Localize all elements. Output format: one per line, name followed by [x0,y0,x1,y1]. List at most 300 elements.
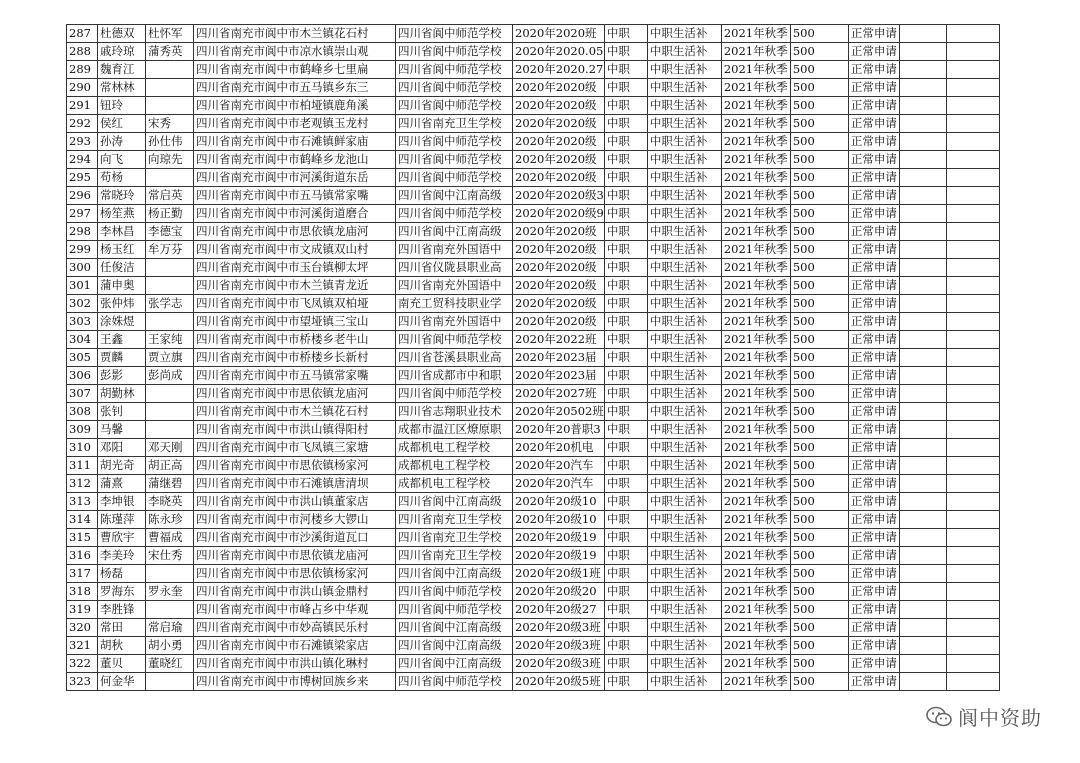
table-row [67,331,1000,349]
education-level-cell: 中职 [604,493,647,511]
home-address-cell: 四川省南充市阆中市思依镇龙庙河 [194,223,396,241]
term-cell: 2021年秋季 [721,421,790,439]
guardian-name-cell: 罗永奎 [146,583,194,601]
school-name-cell: 四川省阆中师范学校 [396,205,513,223]
grade-class-cell: 2020年2020级 [513,79,605,97]
grade-class-cell: 2020年2020级 [513,313,605,331]
home-address-cell: 四川省南充市阆中市鹤峰乡龙池山 [194,151,396,169]
application-status-cell: 正常申请 [848,457,899,475]
application-status-cell: 正常申请 [848,25,899,43]
school-name-cell: 四川省阆中江南高级 [396,655,513,673]
table-row [67,367,1000,385]
guardian-name-cell: 宋秀 [146,115,194,133]
amount-cell: 500 [790,601,848,619]
application-status-cell: 正常申请 [848,79,899,97]
school-name-cell: 四川省阆中师范学校 [396,583,513,601]
application-status-cell: 正常申请 [848,583,899,601]
school-name-cell: 四川省阆中师范学校 [396,331,513,349]
student-name-cell: 任俊洁 [98,259,146,277]
amount-cell: 500 [790,259,848,277]
amount-cell: 500 [790,619,848,637]
table-row [67,205,1000,223]
blank-cell [899,97,946,115]
blank-cell [946,385,999,403]
home-address-cell: 四川省南充市阆中市思依镇杨家河 [194,457,396,475]
application-status-cell: 正常申请 [848,601,899,619]
blank-cell [946,547,999,565]
blank-cell [899,511,946,529]
student-name-cell: 杨笙燕 [98,205,146,223]
school-name-cell: 成都机电工程学校 [396,475,513,493]
blank-cell [899,565,946,583]
guardian-name-cell [146,169,194,187]
table-row [67,385,1000,403]
subsidy-type-cell: 中职生活补 [647,133,721,151]
education-level-cell: 中职 [604,547,647,565]
school-name-cell: 四川省成都市中和职 [396,367,513,385]
education-level-cell: 中职 [604,529,647,547]
student-name-cell: 李林昌 [98,223,146,241]
blank-cell [899,673,946,691]
row-number-cell: 321 [67,637,98,655]
blank-cell [946,349,999,367]
amount-cell: 500 [790,637,848,655]
term-cell: 2021年秋季 [721,313,790,331]
term-cell: 2021年秋季 [721,97,790,115]
home-address-cell: 四川省南充市阆中市洪山镇金鼎村 [194,583,396,601]
grade-class-cell: 2020年20502班 [513,403,605,421]
school-name-cell: 四川省阆中江南高级 [396,619,513,637]
table-row [67,349,1000,367]
blank-cell [899,529,946,547]
student-name-cell: 常田 [98,619,146,637]
row-number-cell: 288 [67,43,98,61]
row-number-cell: 316 [67,547,98,565]
subsidy-type-cell: 中职生活补 [647,493,721,511]
blank-cell [899,61,946,79]
guardian-name-cell: 杨正勤 [146,205,194,223]
school-name-cell: 成都机电工程学校 [396,439,513,457]
row-number-cell: 306 [67,367,98,385]
amount-cell: 500 [790,25,848,43]
guardian-name-cell: 向琼先 [146,151,194,169]
blank-cell [899,655,946,673]
blank-cell [899,349,946,367]
blank-cell [899,313,946,331]
blank-cell [946,493,999,511]
row-number-cell: 297 [67,205,98,223]
term-cell: 2021年秋季 [721,529,790,547]
home-address-cell: 四川省南充市阆中市飞凤镇双柏垭 [194,295,396,313]
grade-class-cell: 2020年2020级9 [513,205,605,223]
student-name-cell: 彭影 [98,367,146,385]
row-number-cell: 314 [67,511,98,529]
term-cell: 2021年秋季 [721,115,790,133]
guardian-name-cell [146,565,194,583]
subsidy-type-cell: 中职生活补 [647,43,721,61]
table-row [67,637,1000,655]
table-row [67,457,1000,475]
term-cell: 2021年秋季 [721,133,790,151]
education-level-cell: 中职 [604,169,647,187]
blank-cell [946,655,999,673]
student-name-cell: 孙涛 [98,133,146,151]
term-cell: 2021年秋季 [721,241,790,259]
home-address-cell: 四川省南充市阆中市思依镇龙庙河 [194,547,396,565]
grade-class-cell: 2020年2023届 [513,367,605,385]
subsidy-type-cell: 中职生活补 [647,511,721,529]
school-name-cell: 四川省阆中师范学校 [396,601,513,619]
home-address-cell: 四川省南充市阆中市博树回族乡来 [194,673,396,691]
student-name-cell: 杜德双 [98,25,146,43]
blank-cell [946,241,999,259]
application-status-cell: 正常申请 [848,277,899,295]
subsidy-type-cell: 中职生活补 [647,223,721,241]
blank-cell [946,331,999,349]
application-status-cell: 正常申请 [848,403,899,421]
student-name-cell: 常晓玲 [98,187,146,205]
blank-cell [899,115,946,133]
amount-cell: 500 [790,43,848,61]
subsidy-type-cell: 中职生活补 [647,151,721,169]
amount-cell: 500 [790,421,848,439]
table-row [67,493,1000,511]
row-number-cell: 310 [67,439,98,457]
amount-cell: 500 [790,349,848,367]
home-address-cell: 四川省南充市阆中市鹤峰乡七里扁 [194,61,396,79]
grade-class-cell: 2020年20级19 [513,529,605,547]
school-name-cell: 四川省志翔职业技术 [396,403,513,421]
application-status-cell: 正常申请 [848,421,899,439]
subsidy-type-cell: 中职生活补 [647,61,721,79]
student-name-cell: 胡秋 [98,637,146,655]
guardian-name-cell [146,673,194,691]
subsidy-type-cell: 中职生活补 [647,547,721,565]
row-number-cell: 319 [67,601,98,619]
amount-cell: 500 [790,403,848,421]
grade-class-cell: 2020年2020级 [513,259,605,277]
education-level-cell: 中职 [604,115,647,133]
row-number-cell: 317 [67,565,98,583]
grade-class-cell: 2020年2020级 [513,151,605,169]
school-name-cell: 四川省阆中师范学校 [396,385,513,403]
home-address-cell: 四川省南充市阆中市洪山镇化琳村 [194,655,396,673]
row-number-cell: 296 [67,187,98,205]
application-status-cell: 正常申请 [848,169,899,187]
school-name-cell: 四川省南充卫生学校 [396,547,513,565]
education-level-cell: 中职 [604,583,647,601]
guardian-name-cell: 张学志 [146,295,194,313]
amount-cell: 500 [790,61,848,79]
education-level-cell: 中职 [604,295,647,313]
student-name-cell: 李坤银 [98,493,146,511]
education-level-cell: 中职 [604,403,647,421]
blank-cell [899,259,946,277]
subsidy-type-cell: 中职生活补 [647,79,721,97]
education-level-cell: 中职 [604,619,647,637]
row-number-cell: 300 [67,259,98,277]
table-row [67,223,1000,241]
school-name-cell: 四川省南充卫生学校 [396,511,513,529]
home-address-cell: 四川省南充市阆中市望垭镇三宝山 [194,313,396,331]
subsidy-type-cell: 中职生活补 [647,295,721,313]
term-cell: 2021年秋季 [721,169,790,187]
subsidy-type-cell: 中职生活补 [647,403,721,421]
row-number-cell: 315 [67,529,98,547]
term-cell: 2021年秋季 [721,673,790,691]
student-name-cell: 张钊 [98,403,146,421]
blank-cell [899,601,946,619]
home-address-cell: 四川省南充市阆中市木兰镇花石村 [194,25,396,43]
table-row [67,277,1000,295]
blank-cell [946,115,999,133]
term-cell: 2021年秋季 [721,331,790,349]
school-name-cell: 四川省阆中师范学校 [396,673,513,691]
term-cell: 2021年秋季 [721,583,790,601]
application-status-cell: 正常申请 [848,673,899,691]
grade-class-cell: 2020年2027班 [513,385,605,403]
grade-class-cell: 2020年20级1班 [513,565,605,583]
home-address-cell: 四川省南充市阆中市妙高镇民乐村 [194,619,396,637]
blank-cell [899,637,946,655]
education-level-cell: 中职 [604,133,647,151]
subsidy-type-cell: 中职生活补 [647,655,721,673]
blank-cell [946,151,999,169]
amount-cell: 500 [790,169,848,187]
student-name-cell: 常林林 [98,79,146,97]
guardian-name-cell: 贾立旗 [146,349,194,367]
table-row [67,133,1000,151]
amount-cell: 500 [790,277,848,295]
grade-class-cell: 2020年20汽车 [513,475,605,493]
subsidy-type-cell: 中职生活补 [647,169,721,187]
table-row [67,151,1000,169]
school-name-cell: 四川省南充卫生学校 [396,529,513,547]
student-name-cell: 胡光奇 [98,457,146,475]
guardian-name-cell: 曹福成 [146,529,194,547]
student-name-cell: 邓阳 [98,439,146,457]
term-cell: 2021年秋季 [721,655,790,673]
subsidy-type-cell: 中职生活补 [647,385,721,403]
row-number-cell: 287 [67,25,98,43]
blank-cell [899,241,946,259]
row-number-cell: 311 [67,457,98,475]
blank-cell [946,205,999,223]
subsidy-type-cell: 中职生活补 [647,349,721,367]
blank-cell [899,223,946,241]
amount-cell: 500 [790,79,848,97]
guardian-name-cell: 李晓英 [146,493,194,511]
term-cell: 2021年秋季 [721,43,790,61]
blank-cell [899,295,946,313]
subsidy-type-cell: 中职生活补 [647,529,721,547]
school-name-cell: 四川省阆中师范学校 [396,97,513,115]
amount-cell: 500 [790,511,848,529]
guardian-name-cell [146,97,194,115]
application-status-cell: 正常申请 [848,655,899,673]
amount-cell: 500 [790,97,848,115]
blank-cell [946,673,999,691]
home-address-cell: 四川省南充市阆中市思依镇龙庙河 [194,385,396,403]
school-name-cell: 四川省阆中师范学校 [396,25,513,43]
grade-class-cell: 2020年2020级 [513,223,605,241]
grade-class-cell: 2020年20级3班 [513,637,605,655]
watermark-text: 阆中资助 [958,706,1042,730]
row-number-cell: 307 [67,385,98,403]
school-name-cell: 四川省阆中师范学校 [396,169,513,187]
grade-class-cell: 2020年2020.27 [513,61,605,79]
student-name-cell: 马馨 [98,421,146,439]
grade-class-cell: 2020年20汽车 [513,457,605,475]
home-address-cell: 四川省南充市阆中市文成镇双山村 [194,241,396,259]
blank-cell [946,277,999,295]
blank-cell [899,205,946,223]
application-status-cell: 正常申请 [848,187,899,205]
table-row [67,565,1000,583]
blank-cell [899,151,946,169]
blank-cell [946,313,999,331]
row-number-cell: 290 [67,79,98,97]
guardian-name-cell [146,403,194,421]
blank-cell [946,439,999,457]
home-address-cell: 四川省南充市阆中市老观镇玉龙村 [194,115,396,133]
grade-class-cell: 2020年20级19 [513,547,605,565]
home-address-cell: 四川省南充市阆中市沙溪街道瓦口 [194,529,396,547]
amount-cell: 500 [790,385,848,403]
education-level-cell: 中职 [604,61,647,79]
term-cell: 2021年秋季 [721,259,790,277]
blank-cell [899,133,946,151]
guardian-name-cell: 彭尚成 [146,367,194,385]
term-cell: 2021年秋季 [721,511,790,529]
home-address-cell: 四川省南充市阆中市河溪街道东岳 [194,169,396,187]
row-number-cell: 322 [67,655,98,673]
blank-cell [946,529,999,547]
guardian-name-cell: 蒲秀英 [146,43,194,61]
home-address-cell: 四川省南充市阆中市木兰镇花石村 [194,403,396,421]
guardian-name-cell: 宋仕秀 [146,547,194,565]
home-address-cell: 四川省南充市阆中市河楼乡大锣山 [194,511,396,529]
table-row [67,169,1000,187]
grade-class-cell: 2020年2020级3 [513,187,605,205]
blank-cell [899,169,946,187]
student-name-cell: 曹欣宇 [98,529,146,547]
home-address-cell: 四川省南充市阆中市五马镇乡东三 [194,79,396,97]
subsidy-type-cell: 中职生活补 [647,421,721,439]
blank-cell [899,475,946,493]
subsidy-type-cell: 中职生活补 [647,205,721,223]
row-number-cell: 308 [67,403,98,421]
row-number-cell: 289 [67,61,98,79]
blank-cell [899,547,946,565]
term-cell: 2021年秋季 [721,295,790,313]
blank-cell [899,25,946,43]
grade-class-cell: 2020年2020级 [513,241,605,259]
table-row [67,313,1000,331]
amount-cell: 500 [790,583,848,601]
term-cell: 2021年秋季 [721,25,790,43]
subsidy-type-cell: 中职生活补 [647,25,721,43]
blank-cell [946,583,999,601]
school-name-cell: 四川省南充外国语中 [396,241,513,259]
school-name-cell: 四川省阆中江南高级 [396,187,513,205]
row-number-cell: 292 [67,115,98,133]
application-status-cell: 正常申请 [848,349,899,367]
student-name-cell: 陈瑾萍 [98,511,146,529]
student-name-cell: 苟杨 [98,169,146,187]
school-name-cell: 四川省阆中江南高级 [396,493,513,511]
blank-cell [899,367,946,385]
subsidy-type-cell: 中职生活补 [647,97,721,115]
home-address-cell: 四川省南充市阆中市木兰镇青龙近 [194,277,396,295]
table-row [67,43,1000,61]
student-name-cell: 钮玲 [98,97,146,115]
blank-cell [899,385,946,403]
guardian-name-cell: 王家纯 [146,331,194,349]
row-number-cell: 323 [67,673,98,691]
table-row [67,547,1000,565]
row-number-cell: 313 [67,493,98,511]
home-address-cell: 四川省南充市阆中市石滩镇唐清坝 [194,475,396,493]
amount-cell: 500 [790,151,848,169]
student-name-cell: 罗海东 [98,583,146,601]
blank-cell [946,601,999,619]
amount-cell: 500 [790,655,848,673]
term-cell: 2021年秋季 [721,61,790,79]
blank-cell [946,223,999,241]
school-name-cell: 四川省阆中师范学校 [396,133,513,151]
guardian-name-cell [146,277,194,295]
blank-cell [946,367,999,385]
school-name-cell: 四川省苍溪县职业高 [396,349,513,367]
application-status-cell: 正常申请 [848,619,899,637]
application-status-cell: 正常申请 [848,205,899,223]
blank-cell [946,403,999,421]
grade-class-cell: 2020年2020级 [513,295,605,313]
table-row [67,403,1000,421]
student-name-cell: 向飞 [98,151,146,169]
application-status-cell: 正常申请 [848,133,899,151]
blank-cell [899,43,946,61]
table-row [67,259,1000,277]
student-name-cell: 胡勤林 [98,385,146,403]
amount-cell: 500 [790,547,848,565]
student-name-cell: 王鑫 [98,331,146,349]
blank-cell [946,457,999,475]
guardian-name-cell [146,313,194,331]
home-address-cell: 四川省南充市阆中市五马镇常家嘴 [194,367,396,385]
grade-class-cell: 2020年2020级 [513,169,605,187]
application-status-cell: 正常申请 [848,295,899,313]
education-level-cell: 中职 [604,151,647,169]
school-name-cell: 四川省阆中师范学校 [396,79,513,97]
school-name-cell: 四川省阆中师范学校 [396,151,513,169]
subsidy-type-cell: 中职生活补 [647,583,721,601]
student-name-cell: 张仲炜 [98,295,146,313]
amount-cell: 500 [790,493,848,511]
education-level-cell: 中职 [604,241,647,259]
guardian-name-cell: 常启英 [146,187,194,205]
blank-cell [946,421,999,439]
row-number-cell: 299 [67,241,98,259]
school-name-cell: 四川省南充卫生学校 [396,115,513,133]
row-number-cell: 293 [67,133,98,151]
blank-cell [899,187,946,205]
guardian-name-cell: 杜怀军 [146,25,194,43]
account-watermark [922,700,1046,733]
blank-cell [946,25,999,43]
guardian-name-cell: 牟万芬 [146,241,194,259]
